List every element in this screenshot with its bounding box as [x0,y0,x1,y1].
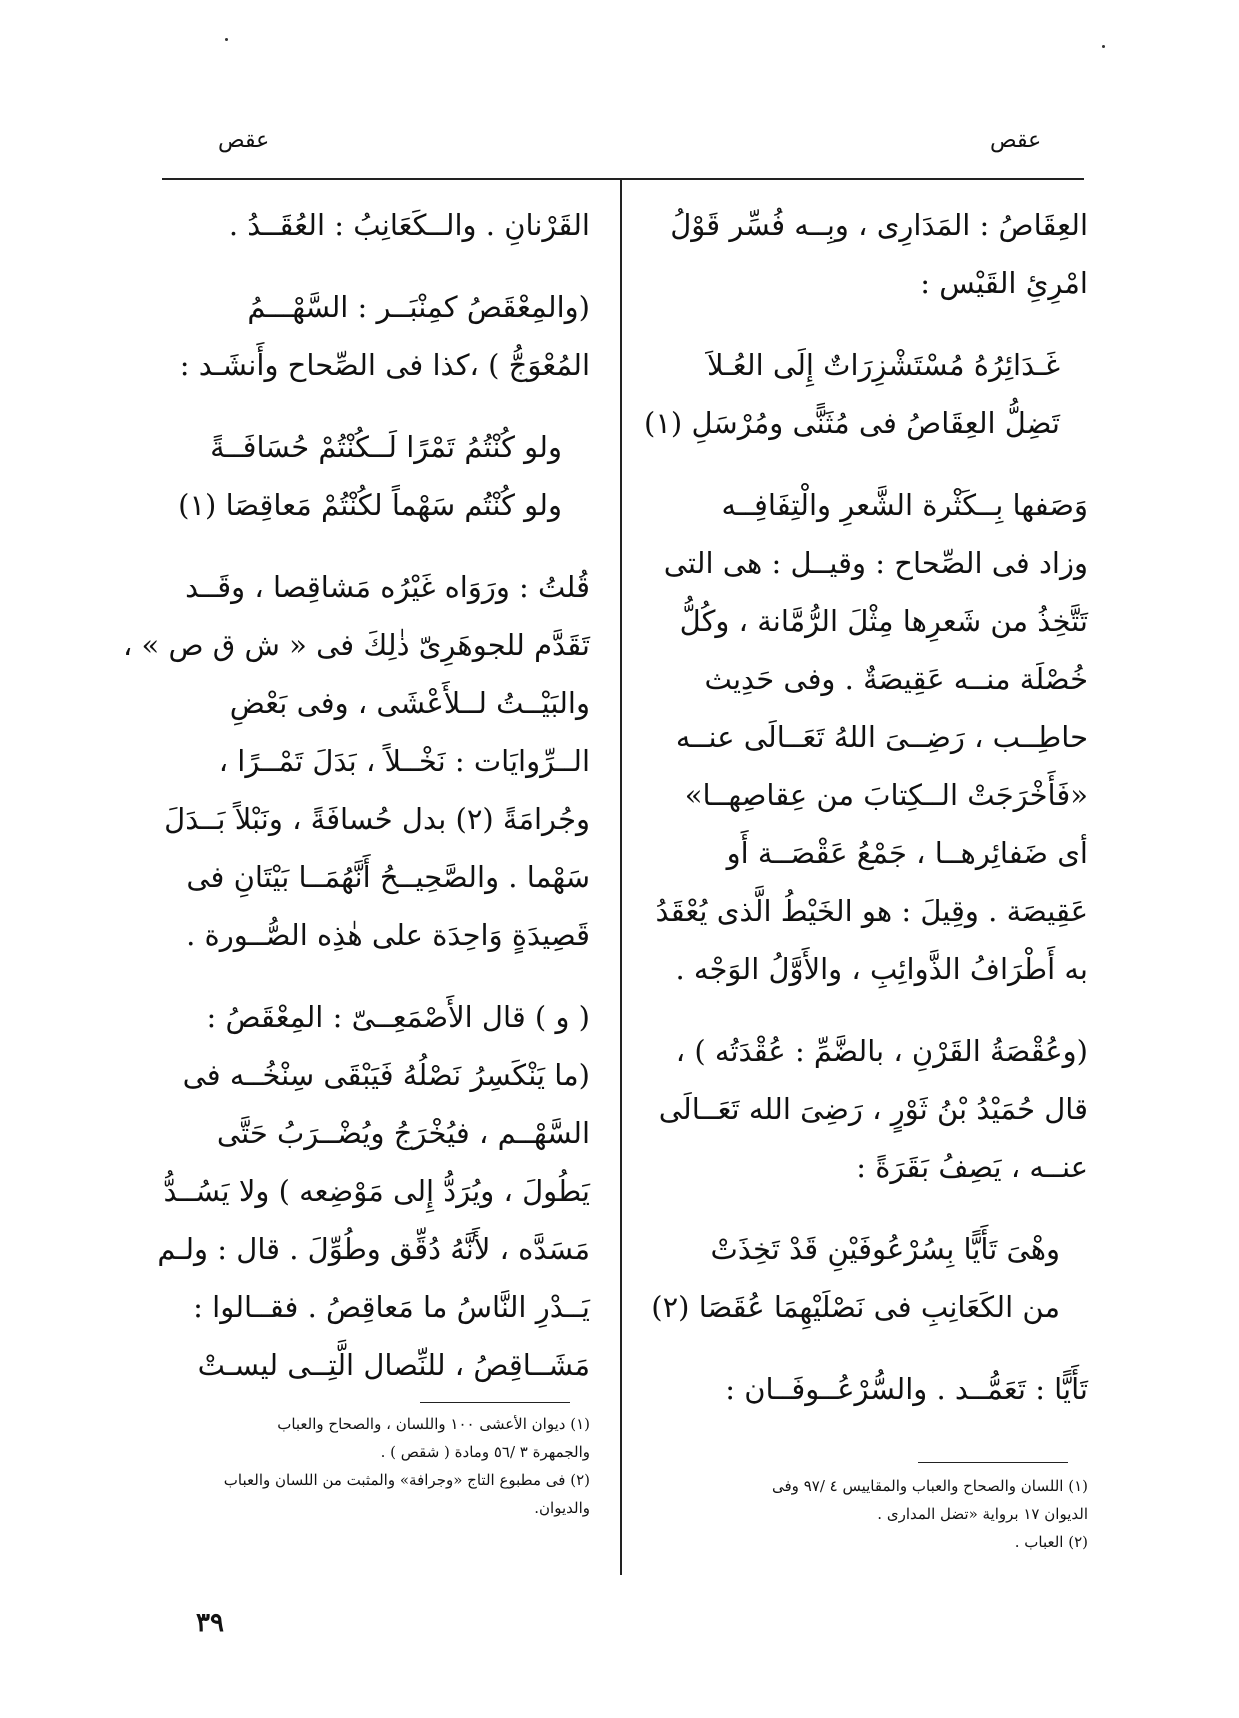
verse-line: من الكَعَانِبِ فى نَصْلَيْهِمَا عُقَصَا (٢) [651,1290,1060,1324]
text-line: تَأَيًّا : تَعَمُّــد . والسُّرْعُــوفَــان : [725,1372,1088,1406]
text-line: وَصَفها بِــكَثْرة الشَّعرِ والْتِفَافِــه [721,488,1088,522]
verse-line: وهْىَ تَأَيًّا بِسُرْعُوفَيْنِ قَدْ تَخِذَتْ [710,1232,1060,1266]
right-footnotes [648,1472,1088,1556]
text-line: الــرِّوايَات : نَخْــلاً ، بَدَلَ تَمْــرًا ، [218,744,590,778]
text-line: عَقِيصَة . وقِيلَ : هو الخَيْطُ الَّذى يُعْقَدُ [655,894,1088,928]
column-divider [620,180,622,1575]
left-footnotes [150,1410,590,1522]
text-line: يَــدْرِ النَّاسُ ما مَعاقِصُ . فقــالوا : [193,1290,590,1324]
text-line: يَطُولَ ، ويُرَدُّ إِلى مَوْضِعه ) ولا يَسُــدُّ [163,1174,590,1208]
print-speck [225,38,228,41]
text-line: امْرِئِ القَيْس : [920,266,1088,300]
footnote: (٢) العباب . [1014,1533,1088,1551]
text-line: به أَطْرَافُ الذَّوائِبِ ، والأَوَّلُ الوَجْه . [675,952,1088,986]
text-line: (والمِعْقَصُ كمِنْبَــر : السَّهْـــمُ [247,290,590,324]
verse-line: غَـدَائِرُهُ مُسْتَشْزِرَاتٌ إِلَى العُـلاَ [707,348,1060,382]
text-line: تَتَّخِذُ من شَعرِها مِثْلَ الرُّمَّانة ، وكُلُّ [679,604,1088,638]
text-line: مَسَدَّه ، لأَنَّهُ دُقِّق وطُوِّلَ . قال : ولـم [157,1232,590,1266]
text-line: قَصِيدَةٍ وَاحِدَة على هٰذِه الصُّــورة . [186,918,590,952]
text-line: قُلتُ : ورَوَاه غَيْرُه مَشاقِصا ، وقَــد [185,570,590,604]
text-line: وزاد فى الصِّحاح : وقيــل : هى التى [663,546,1088,580]
running-head-right: عقص [990,128,1042,153]
footnote-rule [420,1402,570,1403]
footnote: الديوان ١٧ برواية «تضل المدارى . [877,1505,1088,1523]
footnote: (١) ديوان الأعشى ١٠٠ واللسان ، والصحاح والعباب [277,1415,590,1433]
text-line: (وعُقْصَةُ القَرْنِ ، بالضَّمِّ : عُقْدَتُه ) ، [675,1034,1088,1068]
header-rule [162,178,1084,180]
verse-line: ولو كُنْتُم سَهْماً لكُنْتُمْ مَعاقِصَا (١) [178,488,562,522]
text-line: السَّهْــم ، فيُخْرَجُ ويُضْــرَبُ حَتَّى [216,1116,590,1150]
text-line: قال حُمَيْدُ بْنُ ثَوْرٍ ، رَضِىَ الله تَعَــالَى [658,1092,1088,1126]
footnote: (١) اللسان والصحاح والعباب والمقاييس ٤ /٩٧ وفى [772,1477,1088,1495]
text-line: ( و ) قال الأَصْمَعِــىّ : المِعْقَصُ : [206,1000,590,1034]
text-line: أى ضَفائِرهــا ، جَمْعُ عَقْصَــة أَو [726,836,1088,870]
left-column [122,196,590,1394]
text-line: عنــه ، يَصِفُ بَقَرَةً : [856,1150,1088,1184]
footnote: والجمهرة ٣ /٥٦ ومادة ( شقص ) . [380,1443,590,1461]
footnote: (٢) فى مطبوع التاج «وجرافة» والمثبت من اللسان والعباب [223,1471,590,1489]
text-line: والبَيْــتُ لــلأَعْشَى ، وفى بَعْضِ [229,686,590,720]
text-line: حاطِــب ، رَضِــىَ اللهُ تَعَــالَى عنــه [675,720,1088,754]
print-speck [1102,45,1105,48]
text-line: خُصْلَة منــه عَقِيصَةٌ . وفى حَدِيث [704,662,1088,696]
text-line: تَقَدَّم للجوهَرِىّ ذٰلِكَ فى « ش ق ص » ، [122,628,590,662]
right-column [644,196,1088,1418]
footnote: والديوان. [534,1499,590,1517]
text-line: وجُرامَةً (٢) بدل حُسافَةً ، ونَبْلاً بَــدَلَ [164,802,590,836]
text-line: القَرْنانِ . والــكَعَانِبُ : العُقَــدُ . [228,208,590,242]
text-line: سَهْما . والصَّحِيــحُ أَنَّهُمَــا بَيْتَانِ فى [186,860,590,894]
verse-line: تَضِلُّ العِقَاصُ فى مُثَنًّى ومُرْسَلِ (١) [644,406,1060,440]
text-line: مَشَــاقِصُ ، للنِّصال الَّتِــى ليسـتْ [197,1348,590,1382]
text-line: المُعْوَجُّ ) ،كذا فى الصِّحاح وأَنشَـد : [179,348,590,382]
footnote-rule [918,1462,1068,1463]
verse-line: ولو كُنْتُمُ تَمْرًا لَــكُنْتُمْ حُسَافَــةً [210,430,562,464]
text-line: العِقَاصُ : المَدَارِى ، وبِــه فُسِّر قَوْلُ [670,208,1088,242]
text-line: (ما يَنْكَسِرُ نَصْلُهُ فَيَبْقَى سِنْخُــه فى [182,1058,590,1092]
page-number: ٣٩ [196,1608,224,1638]
text-line: «فَأَخْرَجَتْ الــكِتابَ من عِقاصِهــا» [684,778,1088,812]
running-head-left: عقص [218,128,270,153]
